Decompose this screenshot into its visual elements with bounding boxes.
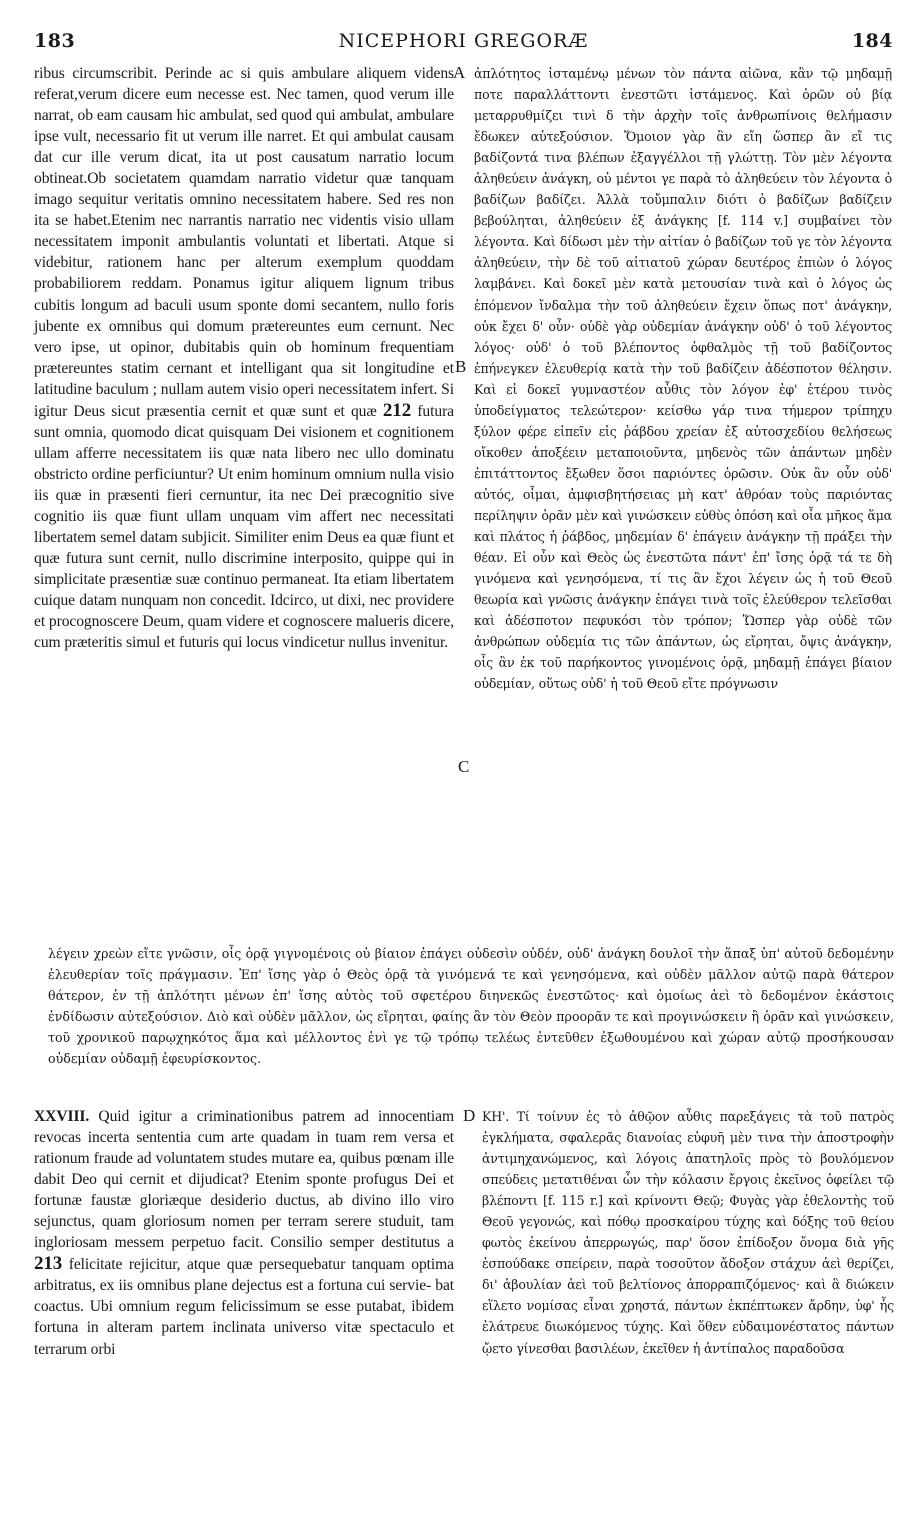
section-marker-a: A (453, 63, 466, 82)
page-number-right: 184 (851, 30, 893, 52)
running-header (34, 30, 893, 56)
section-marker-d: D (463, 1106, 476, 1125)
running-title: NICEPHORI GREGORÆ (338, 30, 589, 52)
greek-column-top (474, 63, 892, 983)
latin-paragraph-bottom-part-2: felicitate rejicitur, atque quæ persequebatur tanquam optima arbitratus, ex iis omnibus plane dejectus est a fortuna cui servie- bat coactus. Ubi omnium regum felicissimum se esse putabat, ibidem fortuna in alteram partem inclinata universo vitæ spectaculo et terrarum orbi (34, 1256, 454, 1358)
chapter-number-latin: XXVIII. (34, 1108, 90, 1125)
greek-paragraph-full: λέγειν χρεὼν εἴτε γνῶσιν, οἷς ὁρᾷ γιγνομένοις οὐ βίαιον ἐπάγει οὐδεσὶν οὐδέν, οὐδ' ἀνάγκη δουλοῖ τὴν ἅπαξ ὑπ' αὐτοῦ δεδομένην ἐλευθερίαν τοῖς πράγμασιν. Ἐπ' ἴσης γὰρ ὁ Θεὸς ὁρᾷ τὰ γινόμενά τε καὶ γενησόμενα, καὶ οὐδὲν μᾶλλον αὐτῷ παρὰ θάτερον θάτερον, ἐν τῇ ἁπλότητι μένων ἐπ' ἴσης αὐτὸς τοῦ σφετέρου διηνεκῶς ἐνεστῶτος· καὶ ὁμοίως ἀεὶ τὸ δεδομένον ἑκάστοις ἐνδίδωσιν αὐτεξούσιον. Διὸ καὶ οὐδὲν μᾶλλον, ὡς εἴρηται, φαίης ἂν τὸν Θεὸν προορᾶν τε καὶ προγινώσκειν ἢ ὁρᾶν καὶ γινώσκειν, τοῦ χρονικοῦ παρῳχηκότος ἅμα καὶ μέλλοντος ἑνὶ γε τῷ τρόπῳ τελέως ἐντεῦθεν ἐξωθουμένου καὶ χώραν αὐτῷ προσήκουσαν οὐδεμίαν οὐδαμῇ ἐφευρίσκοντος. (48, 946, 894, 1066)
greek-paragraph-bottom: Τί τοίνυν ἐς τὸ ἀθῷον αὖθις παρεξάγεις τὰ τοῦ πατρὸς ἐγκλήματα, σφαλερᾶς διανοίας εὐφυῆ μὲν τινα τὴν ἀποστροφὴν ἀντιμηχανώμενος, καὶ λόγοις ἀπατηλοῖς πρὸς τὸ βουλόμενον σπεύδεις μετατιθέναι ὧν τὴν κόλασιν ἔργοις ἐκεῖνος ὀφείλει τῷ βλέποντι [f. 115 r.] καὶ κρίνοντι Θεῷ; Φυγὰς γὰρ ἐθελοντὴς τοῦ Θεοῦ γεγονώς, καὶ πόθῳ προσκαίρου τύχης καὶ δόξης τοῦ θείου φωτὸς ἐκείνου ἀπερρωγώς, παρ' ὅσον ἐπίδοξον ὄνομα διὰ γῆς ἐσπούδακε σπείρειν, παρὰ τοσοῦτον ἄδοξον στάχυν ἀεὶ θερίζει, δι' ἀβουλίαν ἀεὶ τοῦ βελτίονος ἀπορραπιζόμενος· καὶ ἃ διώκειν εἵλετο νομίσας εἶναι χρηστά, πάντων ἐκπέπτωκεν ἄρδην, ὑφ' ἧς ἐλάτρευε διωκόμενος τύχης. Καὶ ὅθεν εὐδαιμονέστατος πάντων ᾤετο γίνεσθαι βασιλέων, ἐκεῖθεν ἡ ἀντίπαλος παραδοῦσα (482, 1109, 894, 1356)
latin-paragraph-part-1: ribus circumscribit. Perinde ac si quis ambulare aliquem videns referat,verum dicere eum necesse est. Nec tamen, quod verum ille narrat, ob eam causam hic ambulat, sed quod qui ambulat, ambulare ipse vult, necessario fit ut verum ille narret. Et qui ambulat causam dat cur ille verum dicat, ita ut post causatum narratio locum obtineat.Ob societatem quamdam narratio videtur quæ tanquam imago sequitur veritatis omnino necessitatem habere. Sed res non ita se habet.Etenim nec narrantis narratio nec videntis visio ullam necessitatem imponit ambulantis voluntati et libertati. Atque si videbitur, rationem hanc per alterum exemplum quoddam probabiliorem reddam. Ponamus igitur aliquem lignum tribus cubitis longum ad baculi usum sponte domi secantem, nullo foris jubente ex omnibus qui domum prætereuntes eum cernunt. Nec vero ipse, ut opinor, dubitabis quin ob hominum frequentiam prætereuntes statim cernant et intelligant qua sit longitudine et latitudine baculum ; nullam autem visio operi necessitatem infert. Si igitur Deus sicut præsentia cernit et quæ sunt et quæ (34, 65, 454, 420)
latin-column-top (34, 63, 454, 983)
section-marker-c: C (458, 757, 470, 776)
section-marker-b: B (455, 357, 467, 376)
greek-full-width-paragraph (48, 943, 894, 1113)
latin-paragraph-part-2: futura sunt omnia, quomodo dicat quisquam Dei visionem et cognitionem ullam afferre necessitatem iis quæ nata libero nec ullo dominatu obstricto ordine perficiuntur? Ut enim hominum omnium nulla visio iis quæ in præsenti fieri cernuntur, ita nec Dei præcognitio sive cognitio iis quæ fiunt ullam unquam vim affert nec necessitati libertatem semel datam subjicit. Similiter enim Deus ea quæ fiunt et quæ futura sunt cernit, nullo discrimine interposito, quippe qui in simplicitate præsentiæ suæ continuo permaneat. Ita etiam libertatem cuique datam nunquam non concedit. Idcirco, ut dixi, nec providere et procognoscere Deum, quam videre et cognoscere malueris dicere, cum præteritis simul et futuris qui locus vindicetur nullus invenitur. (34, 402, 454, 652)
chapter-number-greek: ΚΗ'. (482, 1109, 510, 1124)
greek-paragraph-top: ἀπλότητος ἱσταμένῳ μένων τὸν πάντα αἰῶνα, κἂν τῷ μηδαμῇ ποτε παραλλάττοντι ἐνεστῶτι ἱστάμενος. Καὶ ὁρῶν οὐ βίᾳ μεταρρυθμίζει τινὶ δ τὴν ἀρχὴν τοῖς ἀνθρωπίνοις θελήμασιν ἔδωκεν αὐτεξούσιον. Ὅμοιον γὰρ ἂν εἴη ὥσπερ ἂν εἴ τις βαδίζοντά τινα βλέπων ἐξαγγέλλοι τῇ γλώττῃ. Τὸν μὲν λέγοντα ἀληθεύειν ἀνάγκη, οὐ μέντοι γε παρὰ τὸ ἀληθεύειν τὸν λέγοντα ὁ βαδίζων βαδίζει. Ἀλλὰ τοὔμπαλιν διότι ὁ βαδίζων βαδίζειν βεβούληται, ἀληθεύειν ἐξ ἀνάγκης [f. 114 v.] συμβαίνει τὸν λέγοντα. Καὶ δίδωσι μὲν τὴν αἰτίαν ὁ βαδίζων τοῦ γε τὸν λέγοντα ἀληθεύειν, τὴν δὲ τοῦ αἰτιατοῦ χώραν δευτέρος ἐπιὼν ὁ λόγος λαμβάνει. Καὶ δοκεῖ μὲν κατὰ μετουσίαν τινὰ καὶ ὁ λόγος ὡς ἑπόμενον ἴνδαλμα τὴν τοῦ ἀληθεύειν ἔχειν ὅπως ποτ' ἀνάγκην, οὐκ ἔχει δ' οὖν· οὐδὲ γὰρ οὐδεμίαν ἀνάγκην οὐδ' ὁ τοῦ λέγοντος λόγος· οὐδ' ὁ τοῦ βλέποντος ὀφθαλμὸς τῇ τοῦ βαδίζοντος ἐπήνεγκεν ἐλευθερίᾳ κατὰ τὴν τοῦ βαδίζειν ἀδέσποτον θέλησιν. Καὶ εἰ δοκεῖ γυμναστέον αὖθις τὸν λόγον ἐφ' ἑτέρου τινὸς ὑποδείγματος τελεώτερον· κείσθω γάρ τινα τήμερον τρίπηχυ ξύλον φέρε εἰπεῖν εἰς ῥάβδου χρείαν ἐξ αὐτοσχεδίου θελήσεως οἴκοθεν ἀποξέειν μεταποιοῦντα, μηδενὸς τῶν ἁπάντων μηδὲν ἐπιτάττοντος ἔξωθεν ὅσοι παριόντες ὁρῶσιν. Οὐκ ἂν οὖν οὐδ' αὐτός, οἶμαι, ἀμφισβητήσειας μὴ κατ' ἀθρόαν τοὺς παριόντας περίληψιν ὁρᾶν μὲν καὶ γινώσκειν εὐθὺς ὁπόση καὶ οἷα μῆκος ἅμα καὶ πλάτος ἡ ῥάβδος, μηδεμίαν δ' ἐπάγειν ἀνάγκην τῇ πράξει τὴν θέαν. Εἰ οὖν καὶ Θεὸς ὡς ἐνεστῶτα πάντ' ἐπ' ἴσης ὁρᾷ τά τε δὴ γινόμενα καὶ γενησόμενα, τί τις ἂν ἔχοι λέγειν ὡς ἡ τοῦ Θεοῦ θεωρία καὶ γνῶσις ἀνάγκην ἐπάγει τινὰ τοῖς ἐλεύθερον τελεῖσθαι καὶ ἀδέσποτον πεφυκόσι τὸν τρόπον; Ὥσπερ γὰρ οὐδὲ τῶν ἀνθρώπων οὐδεμία τις τῶν ἁπάντων, ὡς εἴρηται, ὄψις ἀνάγκην, οἷς ἂν ἐκ τοῦ παρήκοντος γινομένοις ὁρᾷ, μηδαμῇ ἐπάγει βίαιον οὐδεμίαν, οὕτως οὐδ' ἡ τοῦ Θεοῦ εἴτε πρόγνωσιν (474, 66, 892, 692)
marginal-page-number-212: 212 (382, 399, 412, 421)
page-number-left: 183 (34, 30, 76, 52)
latin-column-bottom (34, 1106, 454, 1526)
marginal-page-number-213: 213 (34, 1253, 63, 1275)
greek-column-bottom (482, 1106, 894, 1526)
latin-paragraph-bottom-part-1: Quid igitur a criminationibus patrem ad innocentiam revocas incerta sententia cum arte quadam in tuam rem versa et rationum fraude ad voluntatem studes mutare ea, quibus pœnam ille dabit Deo qui cernit et dijudicat? Etenim sponte profugus Dei et fortunæ faustæ gloriæque desiderio ductus, ab divino illo viro sejunctus, quam gloriosum nomen per terram serere studuit, tam ingloriosam messem perpetuo facit. Consilio semper destitutus a (34, 1108, 454, 1252)
